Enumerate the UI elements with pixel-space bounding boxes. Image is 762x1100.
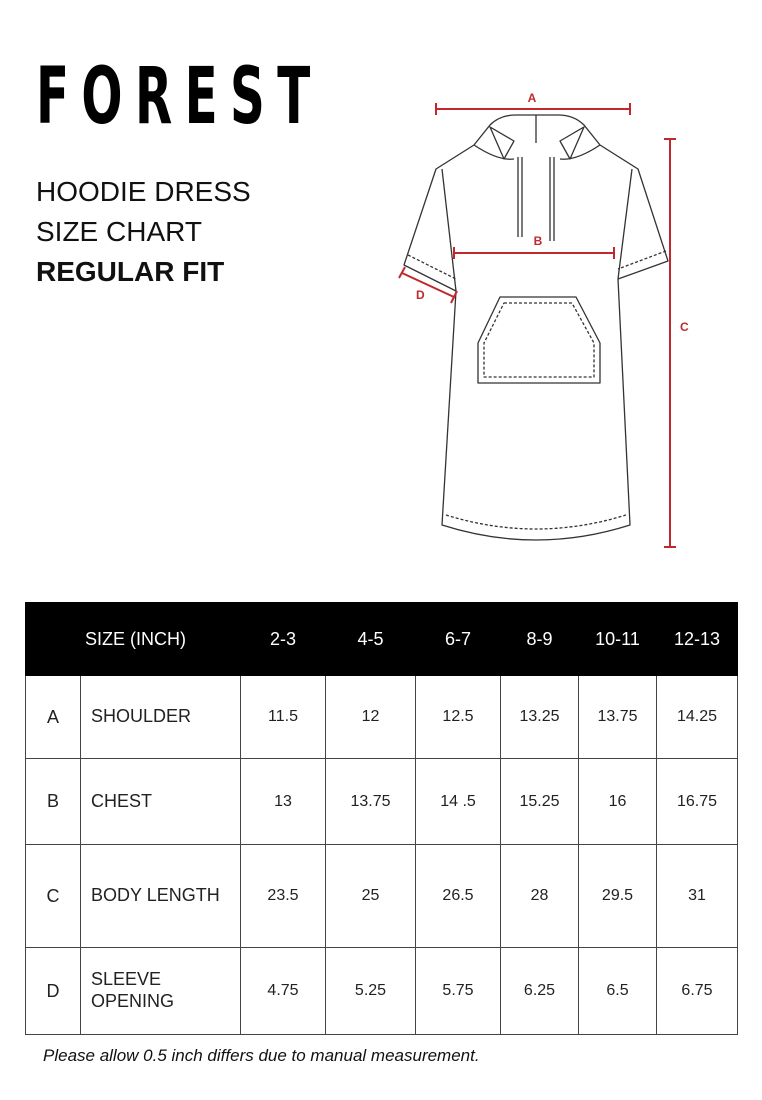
chart-subtitle: SIZE CHART — [36, 216, 202, 247]
table-row — [26, 948, 738, 1035]
size-header: 2-3 — [241, 603, 326, 676]
garment-outline — [404, 115, 668, 540]
table-cell: 14.25 — [657, 676, 738, 759]
header-size-label: SIZE (INCH) — [81, 603, 241, 676]
size-table — [25, 602, 738, 1035]
label-d: D — [416, 288, 425, 302]
table-cell: 13.75 — [326, 759, 416, 845]
row-name: CHEST — [81, 759, 241, 845]
measurement-note: Please allow 0.5 inch differs due to manual measurement. — [43, 1046, 480, 1065]
table-cell: 15.25 — [501, 759, 579, 845]
size-header: 8-9 — [501, 603, 579, 676]
measurement-lines — [399, 103, 676, 547]
row-name-line: SLEEVE — [91, 969, 162, 990]
table-cell: 25 — [326, 845, 416, 948]
table-cell: 6.5 — [579, 948, 657, 1035]
hoodie-dress-diagram — [390, 85, 700, 555]
table-cell: 5.25 — [326, 948, 416, 1035]
table-cell: 26.5 — [416, 845, 501, 948]
table-cell: 16.75 — [657, 759, 738, 845]
fit-label: REGULAR FIT — [36, 256, 225, 287]
size-header: 12-13 — [657, 603, 738, 676]
table-cell: 11.5 — [241, 676, 326, 759]
table-row — [26, 759, 738, 845]
row-key: C — [26, 845, 81, 948]
table-cell: 13.25 — [501, 676, 579, 759]
table-cell: 4.75 — [241, 948, 326, 1035]
label-a: A — [527, 91, 537, 105]
table-header-row — [26, 603, 738, 676]
table-cell: 12.5 — [416, 676, 501, 759]
table-cell: 13 — [241, 759, 326, 845]
table-cell: 14 .5 — [416, 759, 501, 845]
table-cell: 12 — [326, 676, 416, 759]
row-key: A — [26, 676, 81, 759]
table-cell: 13.75 — [579, 676, 657, 759]
table-cell: 23.5 — [241, 845, 326, 948]
table-row — [26, 845, 738, 948]
row-key: D — [26, 948, 81, 1035]
row-name: BODY LENGTH — [81, 845, 241, 948]
table-cell: 16 — [579, 759, 657, 845]
size-header: 10-11 — [579, 603, 657, 676]
row-name: SHOULDER — [81, 676, 241, 759]
table-cell: 6.25 — [501, 948, 579, 1035]
size-header: 6-7 — [416, 603, 501, 676]
size-header: 4-5 — [326, 603, 416, 676]
table-cell: 31 — [657, 845, 738, 948]
table-cell: 5.75 — [416, 948, 501, 1035]
row-name-line: OPENING — [91, 991, 175, 1011]
label-c: C — [680, 320, 689, 334]
table-cell: 6.75 — [657, 948, 738, 1035]
table-cell: 28 — [501, 845, 579, 948]
product-title: HOODIE DRESS — [36, 176, 251, 207]
label-b: B — [533, 234, 543, 248]
table-cell: 29.5 — [579, 845, 657, 948]
brand-logo: FOREST — [36, 52, 323, 142]
row-key: B — [26, 759, 81, 845]
table-row — [26, 676, 738, 759]
row-name — [81, 948, 241, 1035]
